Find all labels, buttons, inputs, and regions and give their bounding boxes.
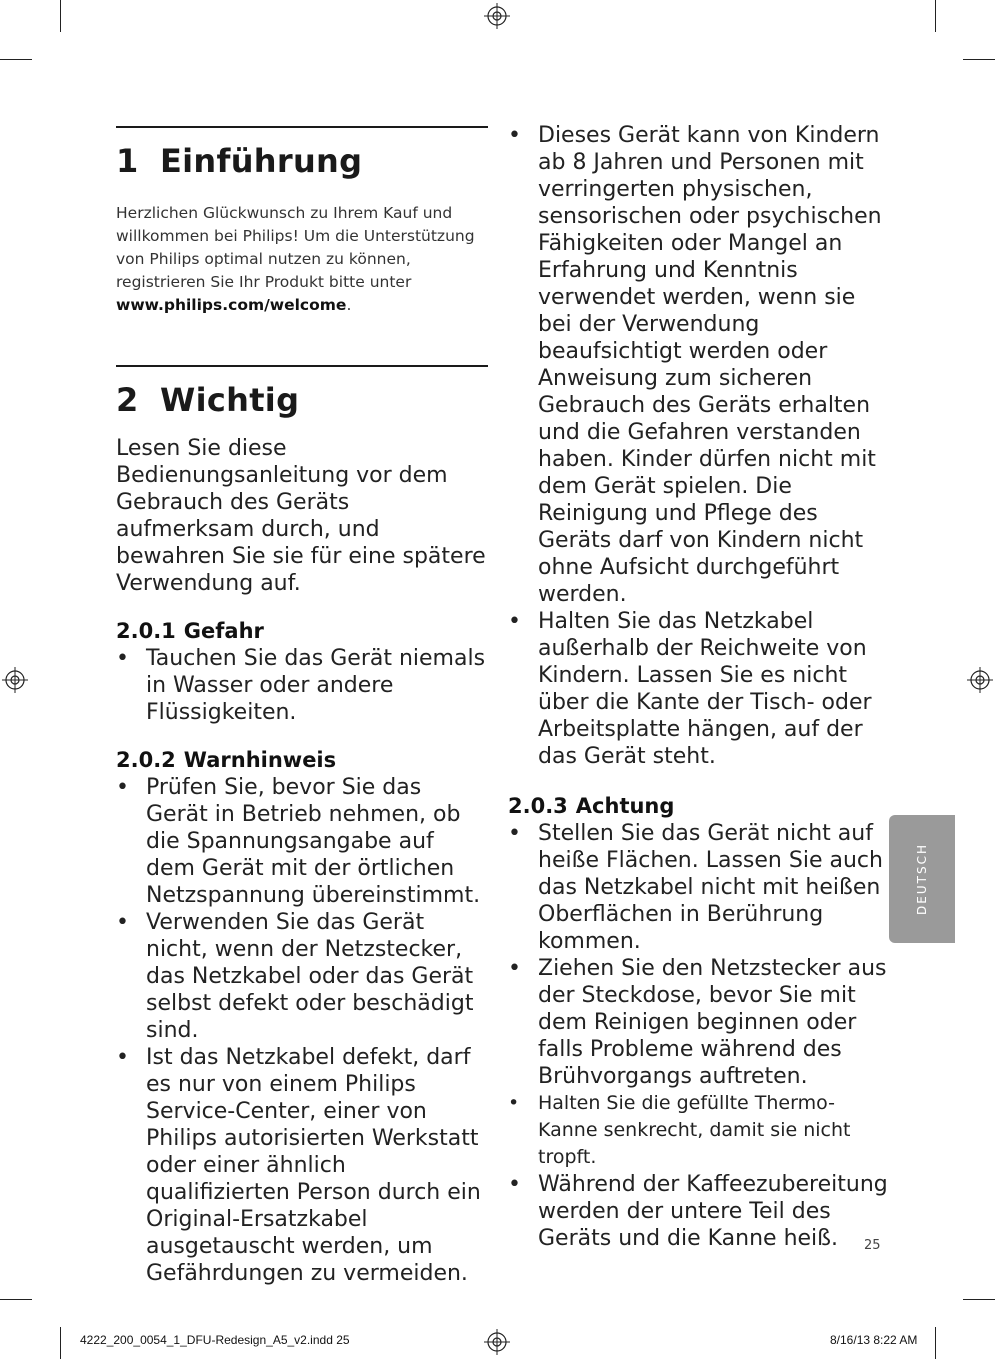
bullet-icon: • [508, 123, 521, 148]
list-item [116, 774, 488, 909]
page-number: 25 [864, 1238, 881, 1253]
list-item-text: Dieses Gerät kann von Kindern ab 8 Jahren und Personen mit verringerten physischen, sensorischen oder psychischen Fähigkeiten oder Mangel an Erfahrung und Kenntnis verwendet werden, wenn sie bei der Verwendung beaufsichtigt werden oder Anweisung zum sicheren Gebrauch des Geräts erhalten und die Gefahren verstanden haben. Kinder dürfen nicht mit dem Gerät spielen. Die Reinigung und Pflege des Geräts darf von Kindern nicht ohne Aufsicht durchgeführt werden. [538, 123, 882, 607]
list-item-text: Verwenden Sie das Gerät nicht, wenn der Netzstecker, das Netzkabel oder das Gerät selbst defekt oder beschädigt sind. [146, 910, 474, 1043]
slug-file-name: 4222_200_0054_1_DFU-Redesign_A5_v2.indd 25 [80, 1333, 350, 1347]
section-title: Einführung [160, 142, 363, 180]
bullet-icon: • [508, 1172, 521, 1197]
bullet-icon: • [508, 956, 521, 981]
crop-mark [0, 1299, 32, 1300]
language-tab-label: DEUTSCH [915, 843, 929, 915]
list-item-text: Stellen Sie das Gerät nicht auf heiße Flächen. Lassen Sie auch das Netzkabel nicht mit heißen Oberflächen in Berührung kommen. [538, 821, 883, 954]
warning-list [116, 774, 488, 1287]
crop-mark [963, 1299, 995, 1300]
language-tab [889, 815, 955, 943]
registration-mark-icon [2, 667, 28, 693]
warning-list-continued [508, 122, 888, 770]
intro-period: . [346, 296, 352, 314]
bullet-icon: • [508, 609, 521, 634]
crop-mark [935, 0, 936, 32]
subsection-title: Warnhinweis [183, 748, 337, 772]
bullet-icon: • [116, 910, 129, 935]
heading-warning [116, 748, 488, 772]
important-paragraph: Lesen Sie diese Bedienungsanleitung vor dem Gebrauch des Geräts aufmerksam durch, und bewahren Sie sie für eine spätere Verwendung auf. [116, 436, 486, 596]
list-item-text: Tauchen Sie das Gerät niemals in Wasser oder andere Flüssigkeiten. [146, 646, 486, 725]
list-item-text: Ist das Netzkabel defekt, darf es nur von einem Philips Service-Center, einer von Philips autorisierten Werkstatt oder einer ähnlich qualifizierten Person durch ein Original-Ersatzkabel ausgetauscht werden, um Gefährdungen zu vermeiden. [146, 1045, 481, 1286]
caution-list [508, 820, 888, 1252]
bullet-icon: • [508, 1092, 520, 1114]
subsection-number: 2.0.2 [116, 748, 176, 772]
list-item [116, 645, 488, 726]
left-column [116, 126, 488, 1287]
intro-text: Herzlichen Glückwunsch zu Ihrem Kauf und willkommen bei Philips! Um die Unterstützung von Philips optimal nutzen zu können, registrieren Sie Ihr Produkt bitte unter [116, 204, 475, 291]
subsection-title: Achtung [575, 794, 675, 818]
list-item-text: Während der Kaffeezubereitung werden der untere Teil des Geräts und die Kanne heiß. [538, 1172, 888, 1251]
section-number: 1 [116, 142, 139, 180]
bullet-icon: • [116, 1045, 129, 1070]
crop-mark [935, 1327, 936, 1359]
bullet-icon: • [508, 821, 521, 846]
heading-introduction [116, 142, 488, 180]
heading-danger [116, 619, 488, 643]
crop-mark [963, 59, 995, 60]
list-item-text: Ziehen Sie den Netzstecker aus der Steckdose, bevor Sie mit dem Reinigen beginnen oder falls Probleme während des Brühvorgangs auftreten. [538, 956, 887, 1089]
section-important [116, 365, 488, 1287]
crop-mark [0, 59, 32, 60]
subsection-number: 2.0.1 [116, 619, 176, 643]
list-item-text: Halten Sie die gefüllte Thermo-Kanne senkrecht, damit sie nicht tropft. [538, 1092, 851, 1168]
list-item-text: Prüfen Sie, bevor Sie das Gerät in Betrieb nehmen, ob die Spannungsangabe auf dem Gerät mit der örtlichen Netzspannung übereinstimmt. [146, 775, 481, 908]
bullet-icon: • [116, 775, 129, 800]
list-item [508, 1171, 888, 1252]
danger-list [116, 645, 488, 726]
list-item [508, 955, 888, 1090]
registration-mark-icon [484, 3, 510, 29]
section-title: Wichtig [160, 381, 300, 419]
crop-mark [60, 0, 61, 32]
subsection-number: 2.0.3 [508, 794, 568, 818]
subsection-title: Gefahr [183, 619, 264, 643]
bullet-icon: • [116, 646, 129, 671]
list-item [508, 608, 888, 770]
right-column [508, 122, 888, 1252]
section-number: 2 [116, 381, 139, 419]
list-item-text: Halten Sie das Netzkabel außerhalb der Reichweite von Kindern. Lassen Sie es nicht über die Kante der Tisch- oder Arbeitsplatte hängen, auf der das Gerät steht. [538, 609, 872, 769]
intro-paragraph [116, 202, 488, 317]
list-item [508, 1090, 888, 1171]
crop-mark [60, 1327, 61, 1359]
registration-url[interactable]: www.philips.com/welcome [116, 296, 347, 314]
heading-important [116, 381, 488, 419]
section-introduction [116, 126, 488, 317]
list-item [116, 909, 488, 1044]
list-item [508, 122, 888, 608]
registration-mark-icon [484, 1329, 510, 1355]
list-item [508, 820, 888, 955]
list-item [116, 1044, 488, 1287]
heading-caution [508, 794, 888, 818]
registration-mark-icon [967, 667, 993, 693]
slug-timestamp: 8/16/13 8:22 AM [830, 1333, 918, 1347]
